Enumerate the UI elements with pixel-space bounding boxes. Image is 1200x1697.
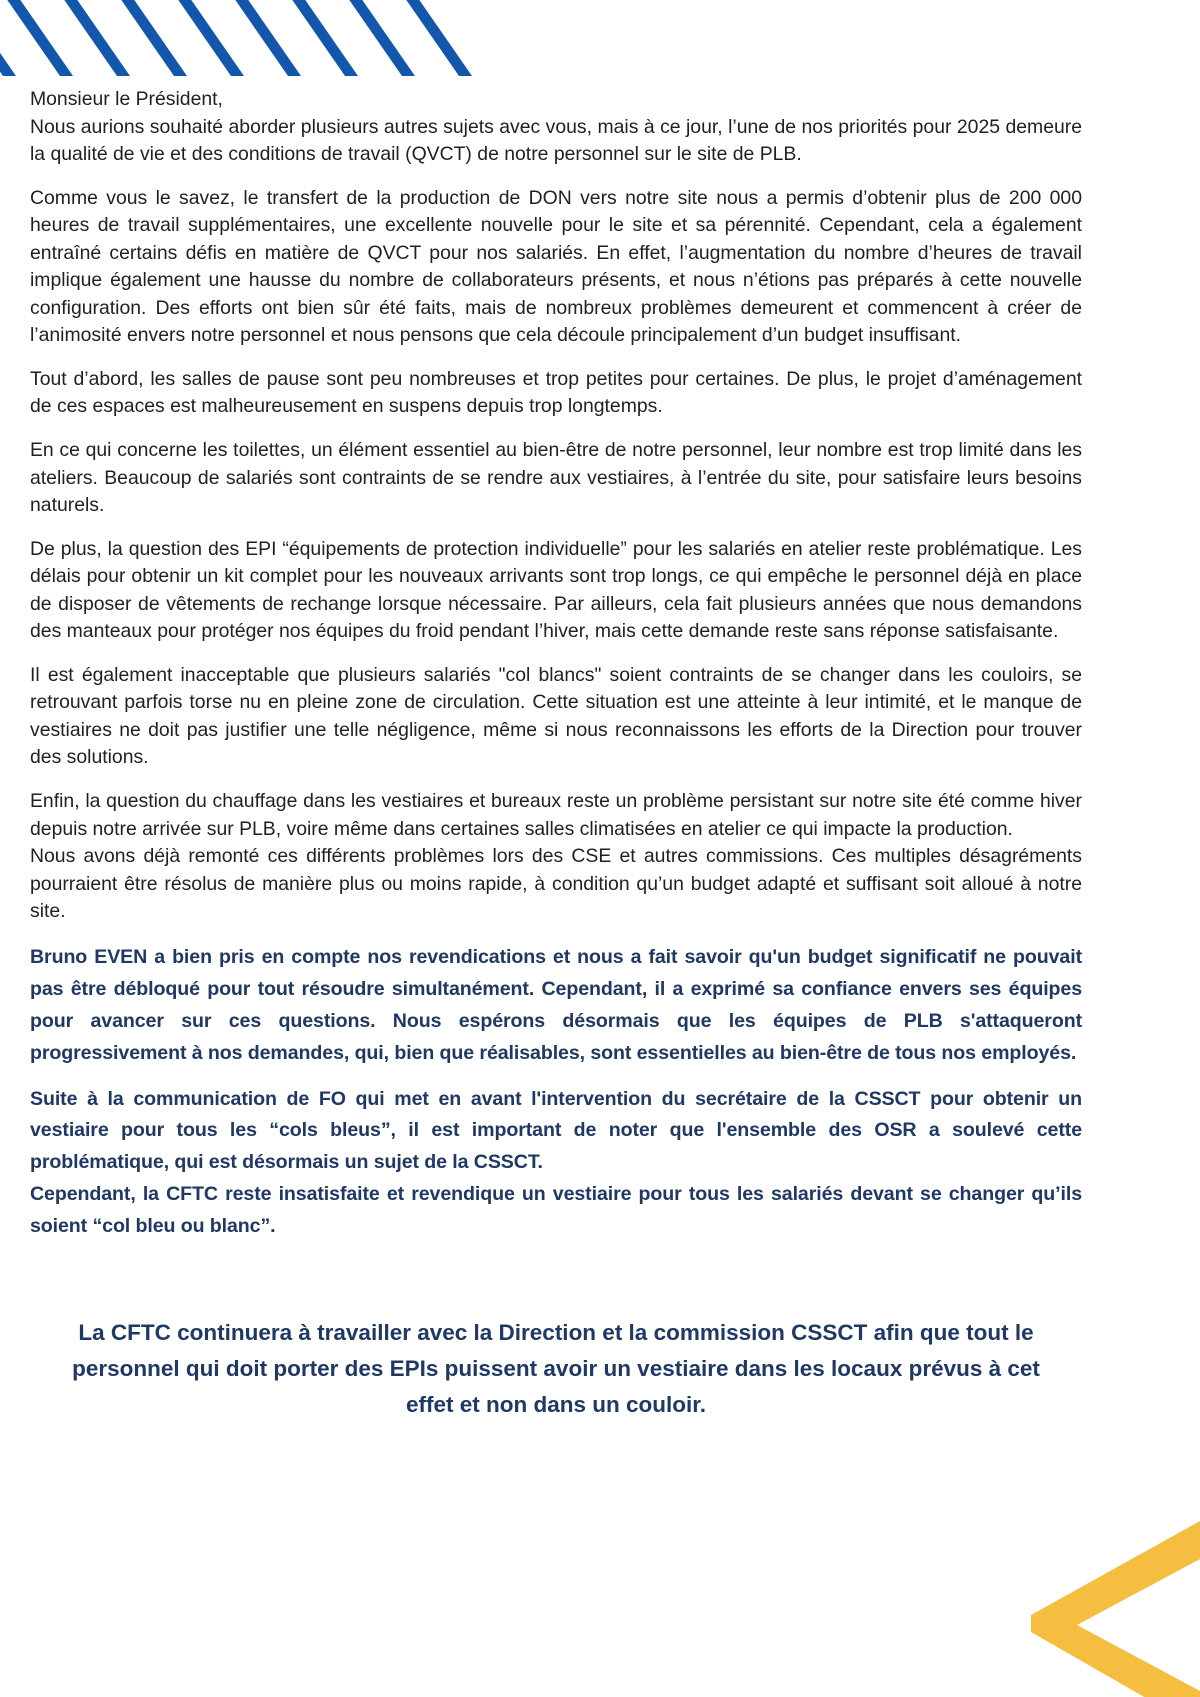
paragraph-break-rooms: Tout d’abord, les salles de pause sont peu nombreuses et trop petites pour certaines. De plus, le projet d’aménagement de ces espaces est malheureusement en suspens depuis trop longtemps. <box>30 367 1082 418</box>
diagonal-stripes-decoration <box>0 0 480 80</box>
paragraph-white-collars: Il est également inacceptable que plusieurs salariés "col blancs" soient contraints de se changer dans les couloirs, se retrouvant parfois torse nu en pleine zone de circulation. Cette situation est une atteinte à leur intimité, et le manque de vestiaires ne doit pas justifier une telle négligence, même si nous reconnaissons les efforts de la Direction pour trouver des solutions. <box>30 663 1082 769</box>
paragraph-toilets: En ce qui concerne les toilettes, un élément essentiel au bien-être de notre personnel, leur nombre est trop limité dans les ateliers. Beaucoup de salariés sont contraints de se rendre aux vestiaires, à l’entrée du site, pour satisfaire leurs besoins naturels. <box>30 439 1082 517</box>
highlight-fo-communication: Suite à la communication de FO qui met en avant l'intervention du secrétaire de la CSSCT pour obtenir un vestiaire pour tous les “cols bleus”, il est important de noter que l'ensemble des OSR a soulevé cette problématique, qui est désormais un sujet de la CSSCT. <box>30 1087 1082 1174</box>
highlight-bruno-even: Bruno EVEN a bien pris en compte nos revendications et nous a fait savoir qu'un budget significatif ne pouvait pas être débloqué pour tout résoudre simultanément. Cependant, il a exprimé sa confiance envers ses équipes pour avancer sur ces questions. Nous espérons désormais que les équipes de PLB s'attaqueront progressivement à nos demandes, qui, bien que réalisables, sont essentielles au bien-être de tous nos employés. <box>30 945 1082 1064</box>
paragraph-heating: Enfin, la question du chauffage dans les vestiaires et bureaux reste un problème persistant sur notre site été comme hiver depuis notre arrivée sur PLB, voire même dans certaines salles climatisées en atelier ce qui impacte la production. <box>30 790 1082 840</box>
paragraph-epi: De plus, la question des EPI “équipements de protection individuelle” pour les salariés en atelier reste problématique. Les délais pour obtenir un kit complet pour les nouveaux arrivants sont trop longs, ce qui empêche le personnel déjà en place de disposer de vêtements de rechange lorsque nécessaire. Par ailleurs, cela fait plusieurs années que nous demandons des manteaux pour protéger nos équipes du froid pendant l’hiver, mais cette demande reste sans réponse satisfaisante. <box>30 537 1082 643</box>
intro-paragraph: Nous aurions souhaité aborder plusieurs autres sujets avec vous, mais à ce jour, l’une de nos priorités pour 2025 demeure la qualité de vie et des conditions de travail (QVCT) de notre personnel sur le site de PLB. <box>30 115 1082 166</box>
highlight-cftc-demand: Cependant, la CFTC reste insatisfaite et revendique un vestiaire pour tous les salariés devant se changer qu’ils soient “col bleu ou blanc”. <box>30 1183 1082 1238</box>
letter-body <box>30 86 1082 1423</box>
chevron-corner-decoration <box>985 1447 1200 1697</box>
paragraph-qvct-context: Comme vous le savez, le transfert de la production de DON vers notre site nous a permis d’obtenir plus de 200 000 heures de travail supplémentaires, une excellente nouvelle pour le site et sa pérennité. Cependant, cela a également entraîné certains défis en matière de QVCT pour nos salariés. En effet, l’augmentation du nombre d’heures de travail implique également une hausse du nombre de collaborateurs présents, et nous n’étions pas préparés à cette nouvelle configuration. Des efforts ont bien sûr été faits, mais de nombreux problèmes demeurent et commencent à créer de l’animosité envers notre personnel et nous pensons que cela découle principalement d’un budget insuffisant. <box>30 186 1082 347</box>
closing-statement: La CFTC continuera à travailler avec la Direction et la commission CSSCT afin que tout le personnel qui doit porter des EPIs puissent avoir un vestiaire dans les locaux prévus à cet effet et non dans un couloir. <box>72 1320 1040 1418</box>
chevron-shape <box>1031 1521 1200 1697</box>
paragraph-escalation: Nous avons déjà remonté ces différents problèmes lors des CSE et autres commissions. Ces multiples désagréments pourraient être résolus de manière plus ou moins rapide, à condition qu’un budget adapté et suffisant soit alloué à notre site. <box>30 845 1082 923</box>
salutation: Monsieur le Président, <box>30 88 223 110</box>
closing-statement-wrap <box>30 1315 1082 1423</box>
stripe-group <box>0 0 472 76</box>
